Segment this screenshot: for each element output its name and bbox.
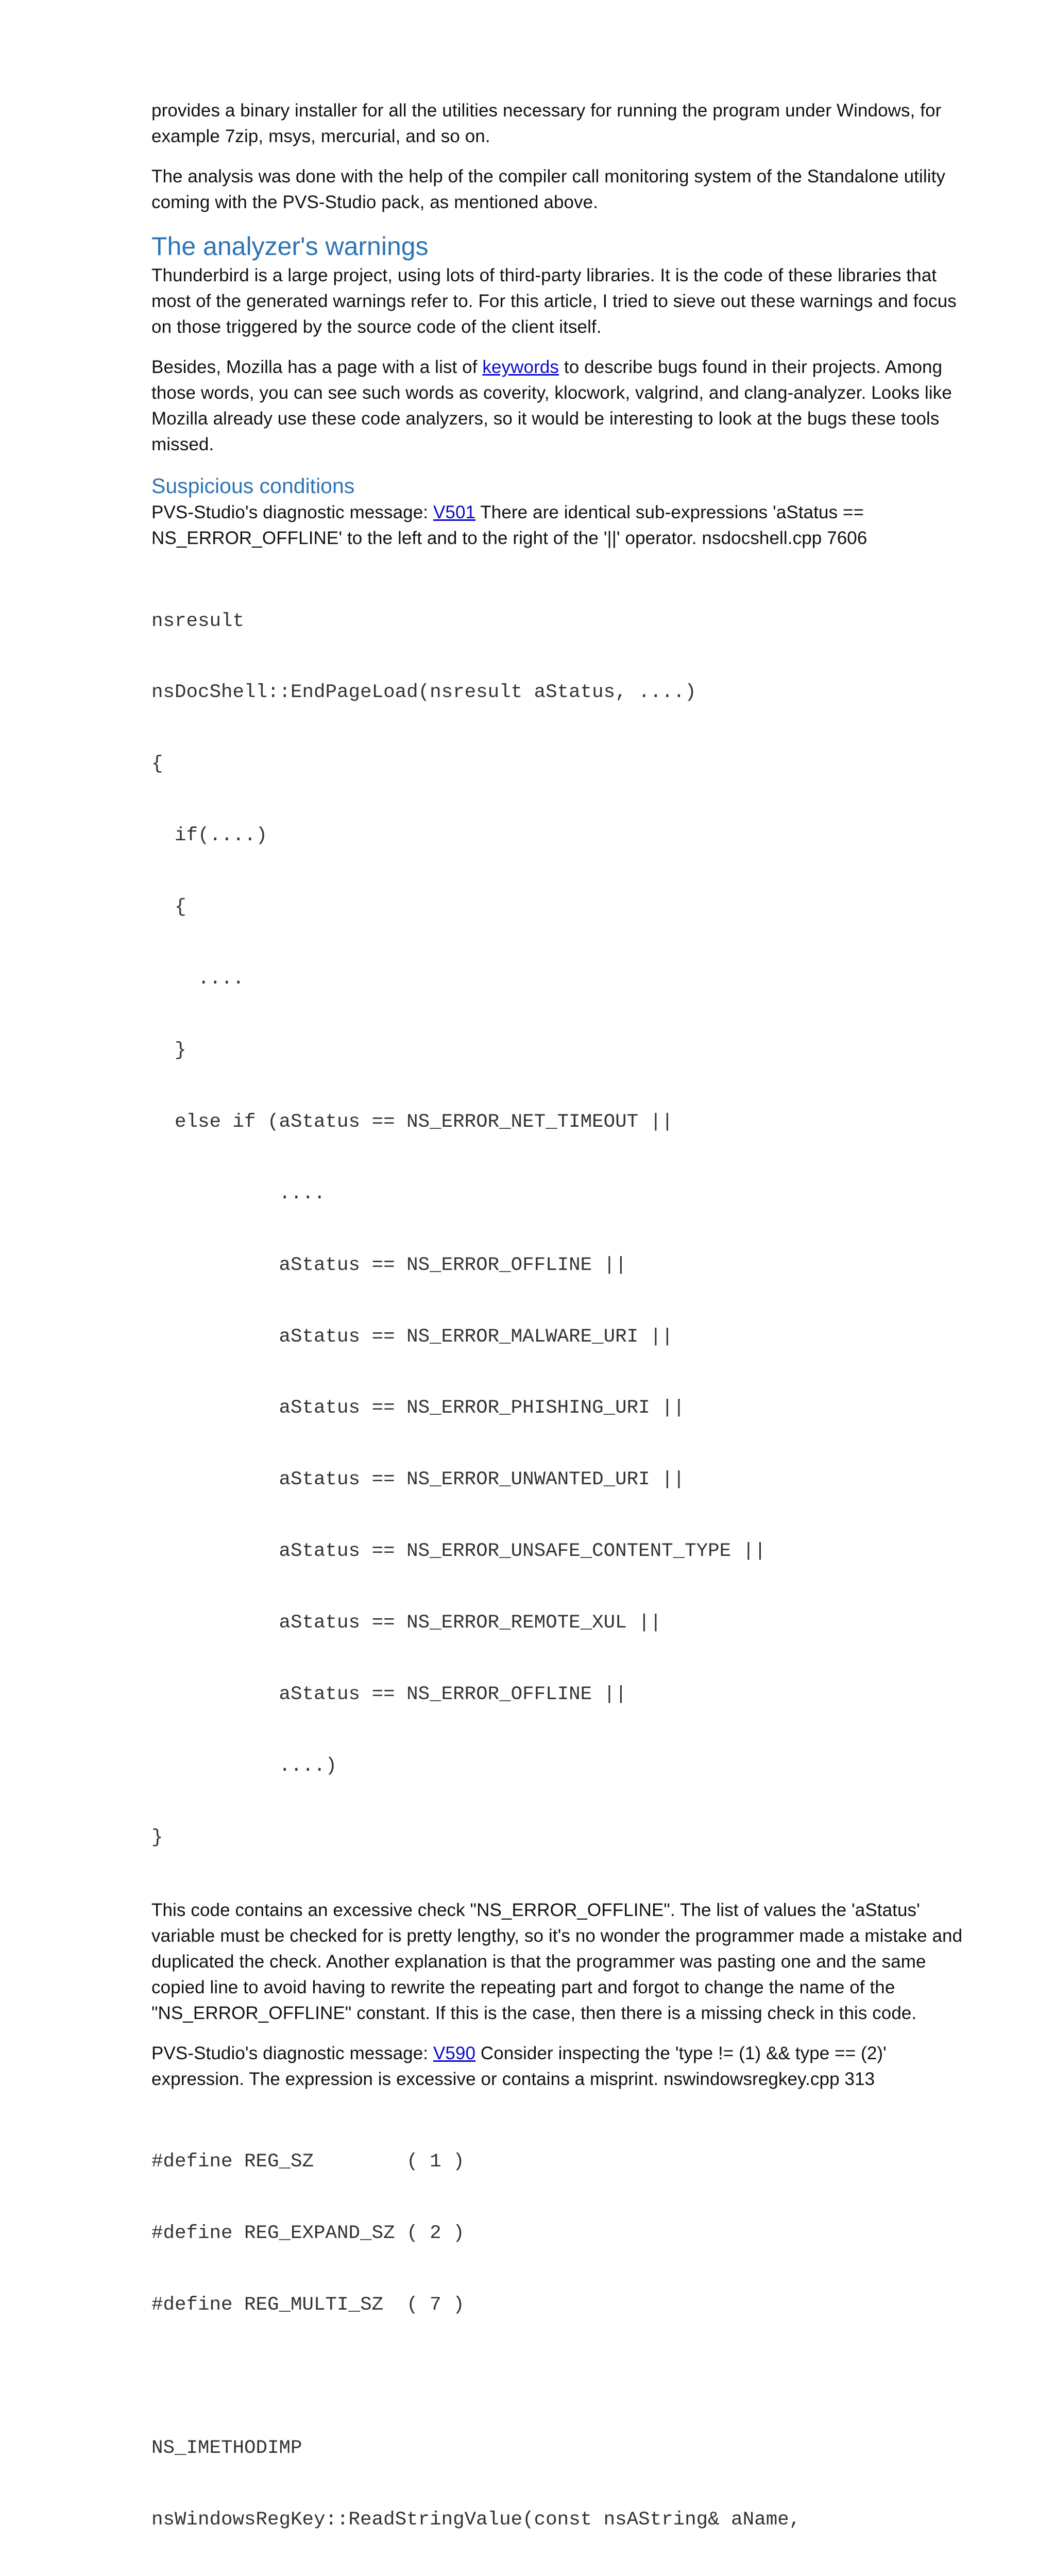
- code-line: aStatus == NS_ERROR_MALWARE_URI ||: [151, 1326, 673, 1348]
- code-line: ....: [151, 968, 245, 990]
- code-line: aStatus == NS_ERROR_PHISHING_URI ||: [151, 1397, 685, 1419]
- code-line: #define REG_MULTI_SZ ( 7 ): [151, 2294, 465, 2316]
- code-line: [151, 2365, 981, 2388]
- code-line: ....: [151, 1182, 326, 1205]
- code-line: aStatus == NS_ERROR_UNWANTED_URI ||: [151, 1469, 685, 1491]
- intro-paragraph-2: The analysis was done with the help of the compiler call monitoring system of the Standalone utility coming with the PVS-Studio pack, as mentioned above.: [151, 166, 946, 212]
- diagnostic-2-prefix: PVS-Studio's diagnostic message:: [151, 2043, 433, 2063]
- code-line: #define REG_SZ ( 1 ): [151, 2151, 465, 2173]
- code-line: aStatus == NS_ERROR_OFFLINE ||: [151, 1254, 627, 1276]
- code-line: aStatus == NS_ERROR_REMOTE_XUL ||: [151, 1612, 662, 1634]
- code-line: ....): [151, 1755, 337, 1777]
- code-line: nsresult: [151, 610, 245, 632]
- diagnostic-1-text: There are identical sub-expressions 'aStatus == NS_ERROR_OFFLINE' to the left and to the right of the '||' operator. nsdocshell.cpp 7606: [151, 502, 867, 548]
- code-line: if(....): [151, 825, 268, 847]
- code-line: aStatus == NS_ERROR_UNSAFE_CONTENT_TYPE ||: [151, 1540, 766, 1563]
- intro-paragraph-1: provides a binary installer for all the utilities necessary for running the program under Windows, for example 7zip, msys, mercurial, and so on.: [151, 100, 942, 146]
- code-line: }: [151, 1039, 186, 1061]
- diagnostic-2-text: Consider inspecting the 'type != (1) && type == (2)' expression. The expression is excessive or contains a misprint. nswindowsregkey.cpp 313: [151, 2043, 887, 2089]
- code-line: nsDocShell::EndPageLoad(nsresult aStatus, ....): [151, 682, 696, 704]
- subsection-heading: Suspicious conditions: [151, 474, 355, 498]
- code-line: {: [151, 896, 186, 919]
- section-paragraph-1: Thunderbird is a large project, using lots of third-party libraries. It is the code of these libraries that most of the generated warnings refer to. For this article, I tried to sieve out these warnings and focus on those triggered by the source code of the client itself.: [151, 265, 957, 337]
- code-block-1: [151, 562, 981, 1897]
- document-page: [151, 98, 981, 2576]
- diagnostic-message-2: [151, 2041, 981, 2092]
- code-line: NS_IMETHODIMP: [151, 2437, 302, 2459]
- section-heading: The analyzer's warnings: [151, 232, 429, 261]
- code-line: {: [151, 753, 163, 775]
- code-line: nsWindowsRegKey::ReadStringValue(const nsAString& aName,: [151, 2509, 801, 2531]
- code-line: }: [151, 1826, 163, 1849]
- keywords-link[interactable]: keywords: [482, 357, 559, 377]
- section-paragraph-2-text-before: Besides, Mozilla has a page with a list of: [151, 357, 483, 377]
- code-line: else if (aStatus == NS_ERROR_NET_TIMEOUT ||: [151, 1111, 673, 1133]
- v501-link[interactable]: V501: [433, 502, 476, 522]
- section-paragraph-2-text-after: to describe bugs found in their projects. Among those words, you can see such words as coverity, klocwork, valgrind, and clang-analyzer. Looks like Mozilla already use these code analyzers, so it would be interesting to look at the bugs these tools missed.: [151, 357, 952, 454]
- code-block-2: [151, 2103, 981, 2576]
- code-line: #define REG_EXPAND_SZ ( 2 ): [151, 2223, 465, 2245]
- diagnostic-message-1: [151, 500, 981, 551]
- v590-link[interactable]: V590: [433, 2043, 476, 2063]
- explanation-paragraph: This code contains an excessive check "NS_ERROR_OFFLINE". The list of values the 'aStatus' variable must be checked for is pretty lengthy, so it's no wonder the programmer made a mistake and duplicated the check. Another explanation is that the programmer was pasting one and the same copied line to avoid having to rewrite the repeating part and forgot to change the name of the "NS_ERROR_OFFLINE" constant. If this is the case, then there is a missing check in this code.: [151, 1900, 963, 2023]
- section-paragraph-2: [151, 354, 981, 457]
- diagnostic-1-prefix: PVS-Studio's diagnostic message:: [151, 502, 433, 522]
- code-line: aStatus == NS_ERROR_OFFLINE ||: [151, 1683, 627, 1705]
